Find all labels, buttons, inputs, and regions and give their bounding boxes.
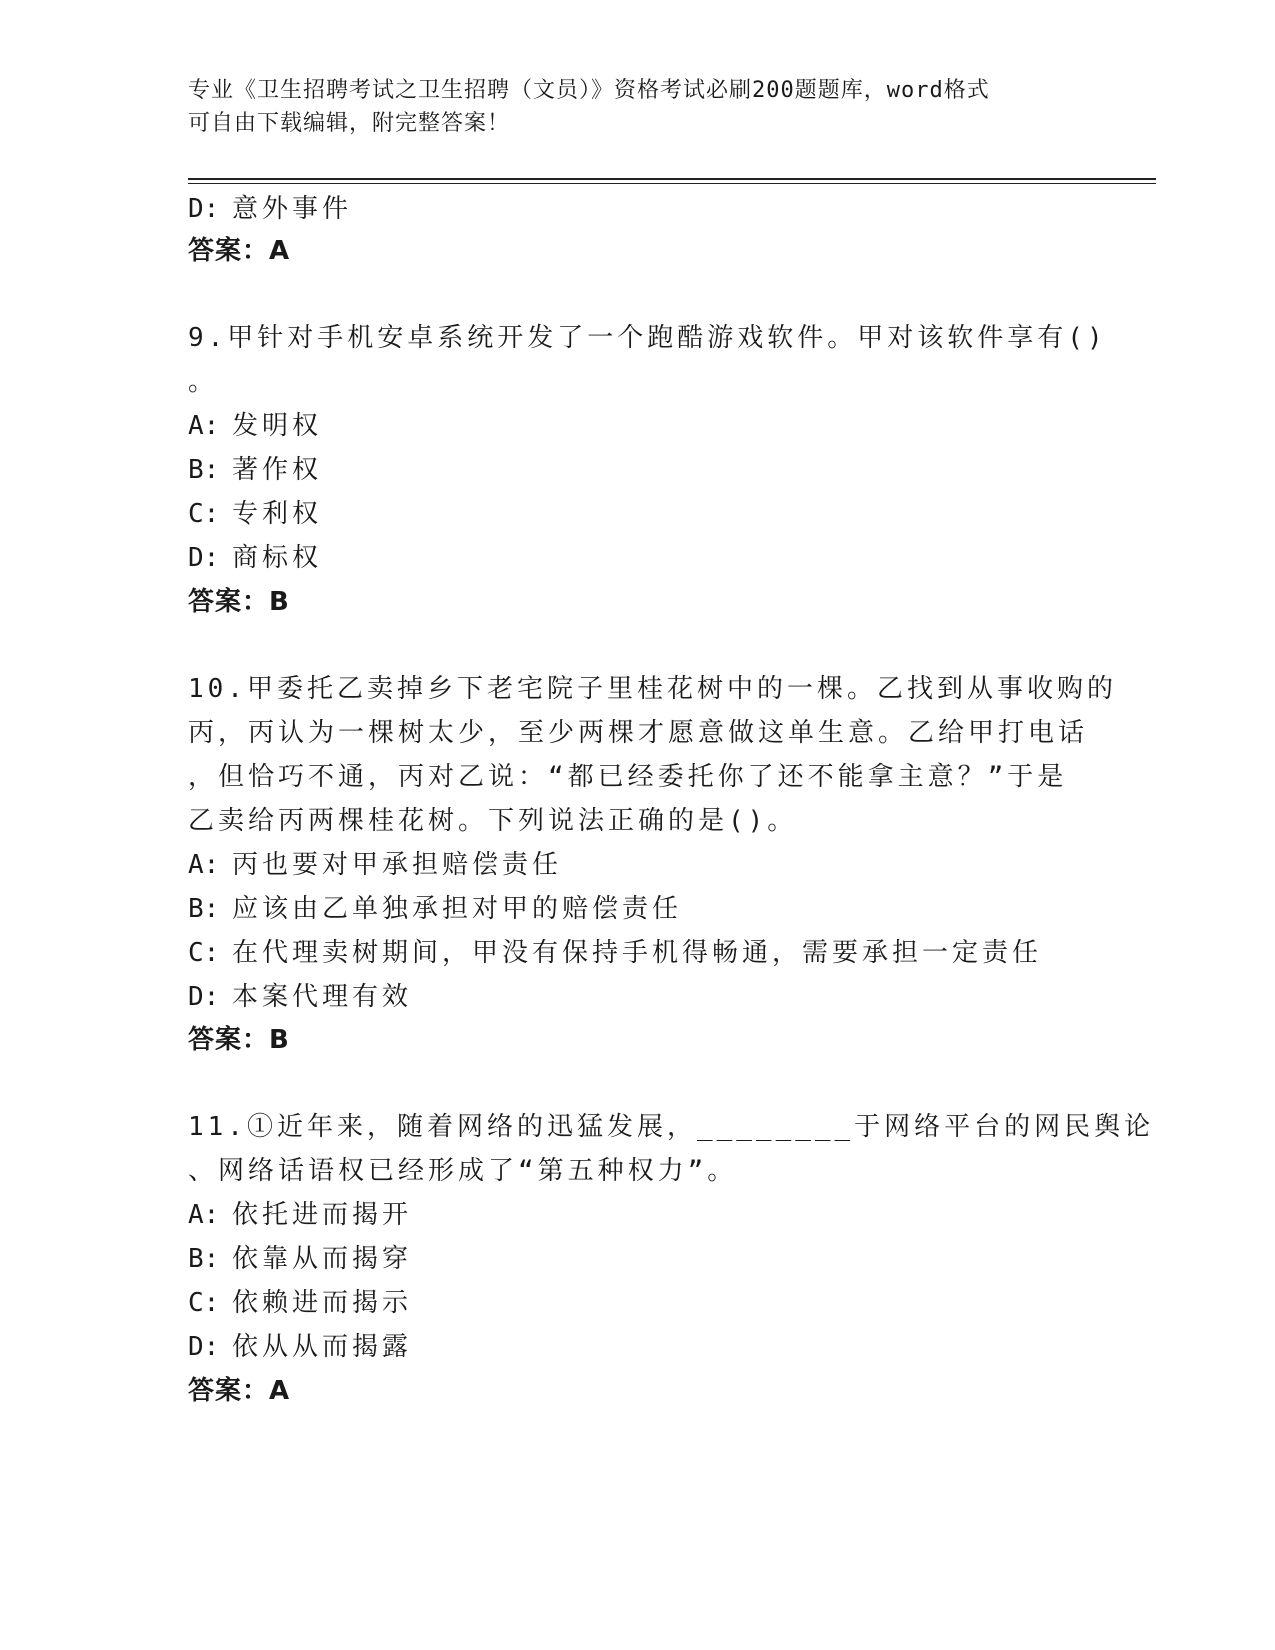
header-line-1: 专业《卫生招聘考试之卫生招聘（文员）》资格考试必刷200题题库，word格式: [188, 78, 990, 103]
q10-stem-line-1: 10.甲委托乙卖掉乡下老宅院子里桂花树中的一棵。乙找到从事收购的: [188, 674, 1117, 704]
q9-option-c: [188, 496, 322, 532]
option-label: B:: [188, 1244, 220, 1274]
q11-option-b: [188, 1241, 412, 1277]
option-label: B:: [188, 455, 220, 485]
option-text: 丙也要对甲承担赔偿责任: [232, 850, 563, 880]
option-label: D:: [188, 194, 220, 224]
q10-stem-line-4: 乙卖给丙两棵桂花树。下列说法正确的是()。: [188, 806, 798, 836]
q11-option-c: [188, 1285, 412, 1321]
option-text: 依赖进而揭示: [232, 1288, 413, 1318]
header-line-2: 可自由下载编辑，附完整答案！: [188, 111, 511, 136]
q9-answer: 答案：B: [188, 587, 290, 617]
option-label: A:: [188, 411, 220, 441]
q11-option-d: [188, 1329, 412, 1365]
document-header: [188, 74, 1068, 140]
q10-option-a: [188, 847, 562, 883]
prev-answer: 答案：A: [188, 236, 291, 266]
option-text: 著作权: [232, 455, 323, 485]
option-text: 意外事件: [232, 194, 353, 224]
q10-option-b: [188, 891, 682, 927]
q11-stem-line-1: 11.①近年来，随着网络的迅猛发展，________于网络平台的网民舆论: [188, 1112, 1155, 1142]
option-text: 在代理卖树期间，甲没有保持手机得畅通，需要承担一定责任: [232, 938, 1043, 968]
q10-answer: 答案：B: [188, 1025, 290, 1055]
q11-option-a: [188, 1197, 412, 1233]
option-text: 本案代理有效: [232, 982, 413, 1012]
option-text: 依从从而揭露: [232, 1332, 413, 1362]
option-text: 依靠从而揭穿: [232, 1244, 413, 1274]
q9-option-b: [188, 452, 322, 488]
option-text: 发明权: [232, 411, 323, 441]
option-label: A:: [188, 850, 220, 880]
option-text: 应该由乙单独承担对甲的赔偿责任: [232, 894, 683, 924]
option-label: D:: [188, 543, 220, 573]
q9-stem-line-2: 。: [188, 367, 219, 397]
q10-option-d: [188, 979, 412, 1015]
option-label: D:: [188, 982, 220, 1012]
q9-stem-line-1: 9.甲针对手机安卓系统开发了一个跑酷游戏软件。甲对该软件享有(): [188, 323, 1107, 353]
q11-answer: 答案：A: [188, 1376, 291, 1406]
header-divider-thick: [188, 178, 1156, 180]
q10-stem-line-2: 丙，丙认为一棵树太少，至少两棵才愿意做这单生意。乙给甲打电话: [188, 718, 1089, 748]
option-text: 商标权: [232, 543, 323, 573]
q10-stem-line-3: ，但恰巧不通，丙对乙说：“都已经委托你了还不能拿主意？”于是: [188, 762, 1068, 792]
prev-option-d: [188, 191, 352, 227]
option-label: D:: [188, 1332, 220, 1362]
option-label: C:: [188, 938, 220, 968]
option-label: A:: [188, 1200, 220, 1230]
option-text: 依托进而揭开: [232, 1200, 413, 1230]
option-label: C:: [188, 499, 220, 529]
option-text: 专利权: [232, 499, 323, 529]
option-label: C:: [188, 1288, 220, 1318]
q9-option-a: [188, 408, 322, 444]
q10-option-c: [188, 935, 1042, 971]
header-divider-thin: [188, 183, 1156, 184]
option-label: B:: [188, 894, 220, 924]
q11-stem-line-2: 、网络话语权已经形成了“第五种权力”。: [188, 1156, 738, 1186]
q9-option-d: [188, 540, 322, 576]
